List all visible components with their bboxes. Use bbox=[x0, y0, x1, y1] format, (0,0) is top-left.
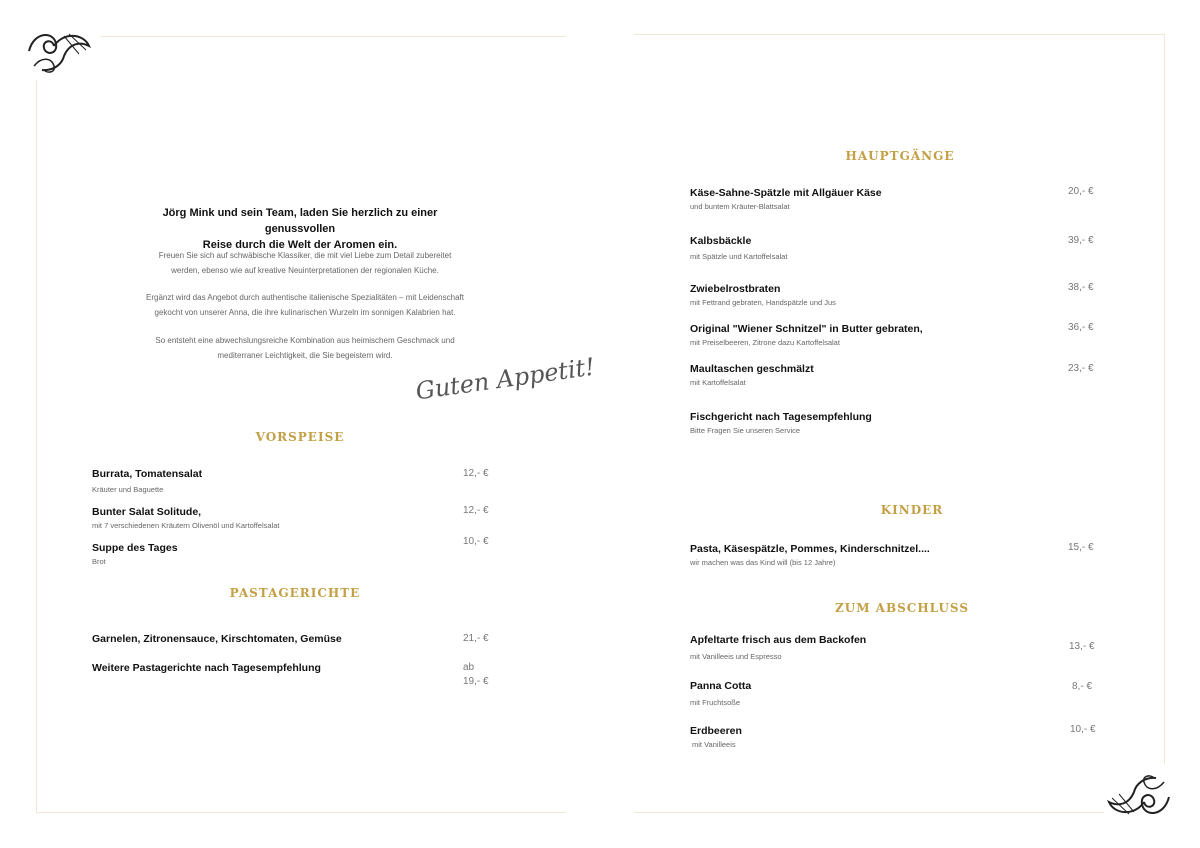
menu-item-price: 23,- € bbox=[1068, 363, 1094, 374]
menu-item-desc: mit Vanilleeis und Espresso bbox=[690, 652, 782, 661]
right-menu-page bbox=[600, 0, 1200, 848]
menu-item-price: 36,- € bbox=[1068, 322, 1094, 333]
frame-top-line bbox=[100, 36, 566, 37]
intro-text-line: werden, ebenso wie auf kreative Neuinterpretationen der regionalen Küche. bbox=[171, 266, 439, 275]
menu-item-name: Erdbeeren bbox=[690, 725, 742, 737]
frame-top-line bbox=[634, 34, 1164, 35]
menu-item-name: Original "Wiener Schnitzel" in Butter gebraten, bbox=[690, 323, 923, 335]
intro-text-line: So entsteht eine abwechslungsreiche Kombination aus heimischem Geschmack und bbox=[155, 336, 455, 345]
section-title-zum-abschluss: ZUM ABSCHLUSS bbox=[834, 601, 969, 615]
menu-item-desc: mit 7 verschiedenen Kräutern Olivenöl und Kartoffelsalat bbox=[92, 521, 280, 530]
menu-item-name: Pasta, Käsespätzle, Pommes, Kinderschnitzel.... bbox=[690, 543, 930, 555]
menu-item-desc: Kräuter und Baguette bbox=[92, 485, 164, 494]
menu-item-price: 13,- € bbox=[1069, 641, 1095, 652]
menu-item-name: Suppe des Tages bbox=[92, 542, 178, 554]
intro-text-line: Freuen Sie sich auf schwäbische Klassiker, die mit viel Liebe zum Detail zubereitet bbox=[158, 251, 452, 260]
menu-item-desc: mit Kartoffelsalat bbox=[690, 378, 746, 387]
baroque-ornament-icon bbox=[1104, 772, 1174, 822]
frame-left-line bbox=[36, 80, 37, 812]
intro-heading-line: Jörg Mink und sein Team, laden Sie herzlich zu einer genussvollen bbox=[162, 207, 438, 235]
menu-item-desc: und buntem Kräuter-Blattsalat bbox=[690, 202, 790, 211]
menu-item-price: 12,- € bbox=[463, 468, 489, 479]
section-title-hauptgaenge: HAUPTGÄNGE bbox=[845, 149, 955, 163]
menu-item-name: Zwiebelrostbraten bbox=[690, 283, 781, 295]
menu-item-name: Apfeltarte frisch aus dem Backofen bbox=[690, 634, 867, 646]
intro-heading-line: Reise durch die Welt der Aromen ein. bbox=[202, 239, 398, 251]
menu-item-price: 10,- € bbox=[463, 536, 489, 547]
menu-item-name: Fischgericht nach Tagesempfehlung bbox=[690, 411, 872, 423]
menu-item-price: 8,- € bbox=[1072, 681, 1093, 692]
intro-text-line: gekocht von unserer Anna, die ihre kulinarischen Wurzeln im sonnigen Kalabrien hat. bbox=[154, 308, 456, 317]
section-title-vorspeise: VORSPEISE bbox=[255, 430, 345, 444]
menu-item-desc: Bitte Fragen Sie unseren Service bbox=[690, 426, 801, 435]
menu-item-desc: mit Fettrand gebraten, Handspätzle und Jus bbox=[690, 298, 836, 307]
menu-item-desc: Brot bbox=[92, 557, 106, 566]
menu-item-price: 19,- € bbox=[463, 676, 489, 687]
menu-item-desc: mit Preiselbeeren, Zitrone dazu Kartoffelsalat bbox=[690, 338, 840, 347]
menu-item-price: 12,- € bbox=[463, 505, 489, 516]
section-title-kinder: KINDER bbox=[880, 503, 944, 517]
intro-paragraph bbox=[135, 290, 475, 320]
intro-paragraph bbox=[135, 333, 475, 363]
baroque-ornament-icon bbox=[24, 26, 94, 76]
frame-bottom-line bbox=[634, 812, 1104, 813]
menu-item-price: 39,- € bbox=[1068, 235, 1094, 246]
menu-item-name: Weitere Pastagerichte nach Tagesempfehlung bbox=[92, 662, 321, 674]
menu-item-price: 38,- € bbox=[1068, 282, 1094, 293]
frame-bottom-line bbox=[36, 812, 566, 813]
intro-text-line: Ergänzt wird das Angebot durch authentische italienische Spezialitäten – mit Leidenschaft bbox=[146, 293, 464, 302]
menu-item-desc: mit Vanilleeis bbox=[692, 740, 736, 749]
menu-item-desc: wir machen was das Kind will (bis 12 Jahre) bbox=[690, 558, 836, 567]
menu-item-name: Maultaschen geschmälzt bbox=[690, 363, 814, 375]
menu-item-name: Burrata, Tomatensalat bbox=[92, 468, 203, 480]
menu-item-name: Käse-Sahne-Spätzle mit Allgäuer Käse bbox=[690, 187, 882, 199]
menu-item-name: Kalbsbäckle bbox=[690, 235, 752, 247]
intro-text-line: mediterraner Leichtigkeit, die Sie begeistern wird. bbox=[217, 351, 393, 360]
menu-item-name: Panna Cotta bbox=[690, 680, 752, 692]
signature-guten-appetit: Guten Appetit! bbox=[413, 352, 597, 406]
intro-heading bbox=[140, 205, 460, 253]
menu-item-desc: mit Spätzle und Kartoffelsalat bbox=[690, 252, 788, 261]
menu-item-name: Garnelen, Zitronensauce, Kirschtomaten, Gemüse bbox=[92, 633, 342, 645]
menu-item-price: 15,- € bbox=[1068, 542, 1094, 553]
menu-item-price: 10,- € bbox=[1070, 724, 1096, 735]
menu-item-desc: mit Fruchtsoße bbox=[690, 698, 741, 707]
section-title-pastagerichte: PASTAGERICHTE bbox=[229, 586, 361, 600]
menu-item-price: 21,- € bbox=[463, 633, 489, 644]
intro-paragraph bbox=[135, 248, 475, 278]
menu-item-price: 20,- € bbox=[1068, 186, 1094, 197]
menu-item-name: Bunter Salat Solitude, bbox=[92, 506, 202, 518]
frame-right-line bbox=[1164, 34, 1165, 764]
menu-item-price-prefix: ab bbox=[463, 662, 475, 673]
